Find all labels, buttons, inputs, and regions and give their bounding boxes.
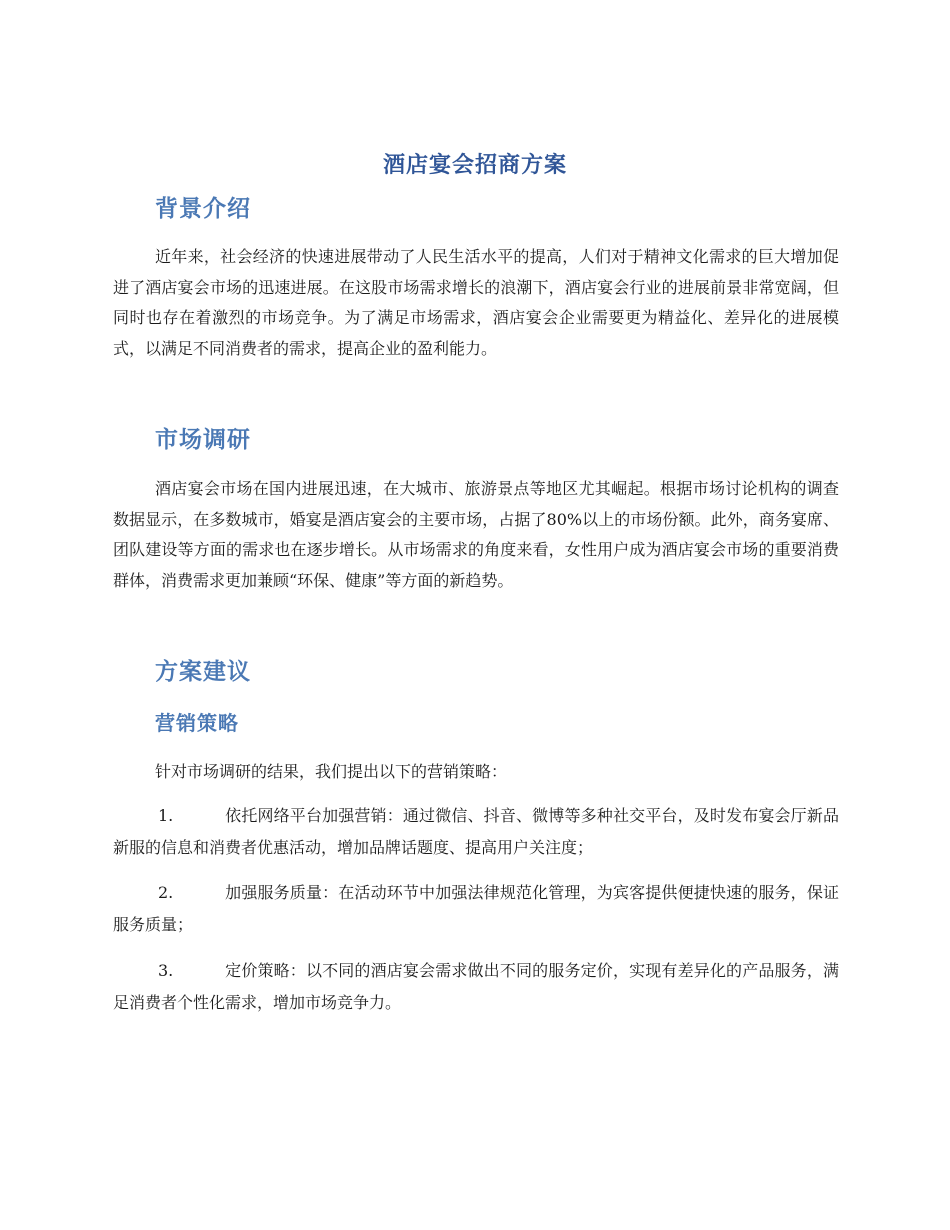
list-item [113,955,839,1018]
document-title: 酒店宴会招商方案 [382,153,567,178]
list-item-number: 1. [158,806,174,825]
list-item [113,800,839,863]
paragraph-background: 近年来，社会经济的快速进展带动了人民生活水平的提高，人们对于精神文化需求的巨大增加促进了酒店宴会市场的迅速进展。在这股市场需求增长的浪潮下，酒店宴会行业的进展前景非常宽阔，但同时也存在着激烈的市场竞争。为了满足市场需求，酒店宴会企业需要更为精益化、差异化的进展模式，以满足不同消费者的需求，提高企业的盈利能力。 [113,247,839,358]
marketing-intro: 针对市场调研的结果，我们提出以下的营销策略： [155,762,508,781]
heading-marketing-strategy: 营销策略 [155,711,239,735]
heading-background: 背景介绍 [155,196,251,222]
list-item [113,877,839,940]
heading-proposal: 方案建议 [155,659,251,685]
list-item-number: 2. [158,883,174,902]
list-item-number: 3. [158,961,174,980]
paragraph-market-research: 酒店宴会市场在国内进展迅速，在大城市、旅游景点等地区尤其崛起。根据市场讨论机构的调查数据显示，在多数城市，婚宴是酒店宴会的主要市场，占据了80%以上的市场份额。此外，商务宴席、团队建设等方面的需求也在逐步增长。从市场需求的角度来看，女性用户成为酒店宴会市场的重要消费群体，消费需求更加兼顾“环保、健康”等方面的新趋势。 [113,479,839,590]
heading-market-research: 市场调研 [155,427,251,453]
list-item-text: 加强服务质量：在活动环节中加强法律规范化管理，为宾客提供便捷快速的服务，保证服务质量； [113,883,839,934]
list-item-text: 定价策略：以不同的酒店宴会需求做出不同的服务定价，实现有差异化的产品服务，满足消费者个性化需求，增加市场竞争力。 [113,961,839,1012]
list-item-text: 依托网络平台加强营销：通过微信、抖音、微博等多种社交平台，及时发布宴会厅新品新服的信息和消费者优惠活动，增加品牌话题度、提高用户关注度； [113,806,839,857]
